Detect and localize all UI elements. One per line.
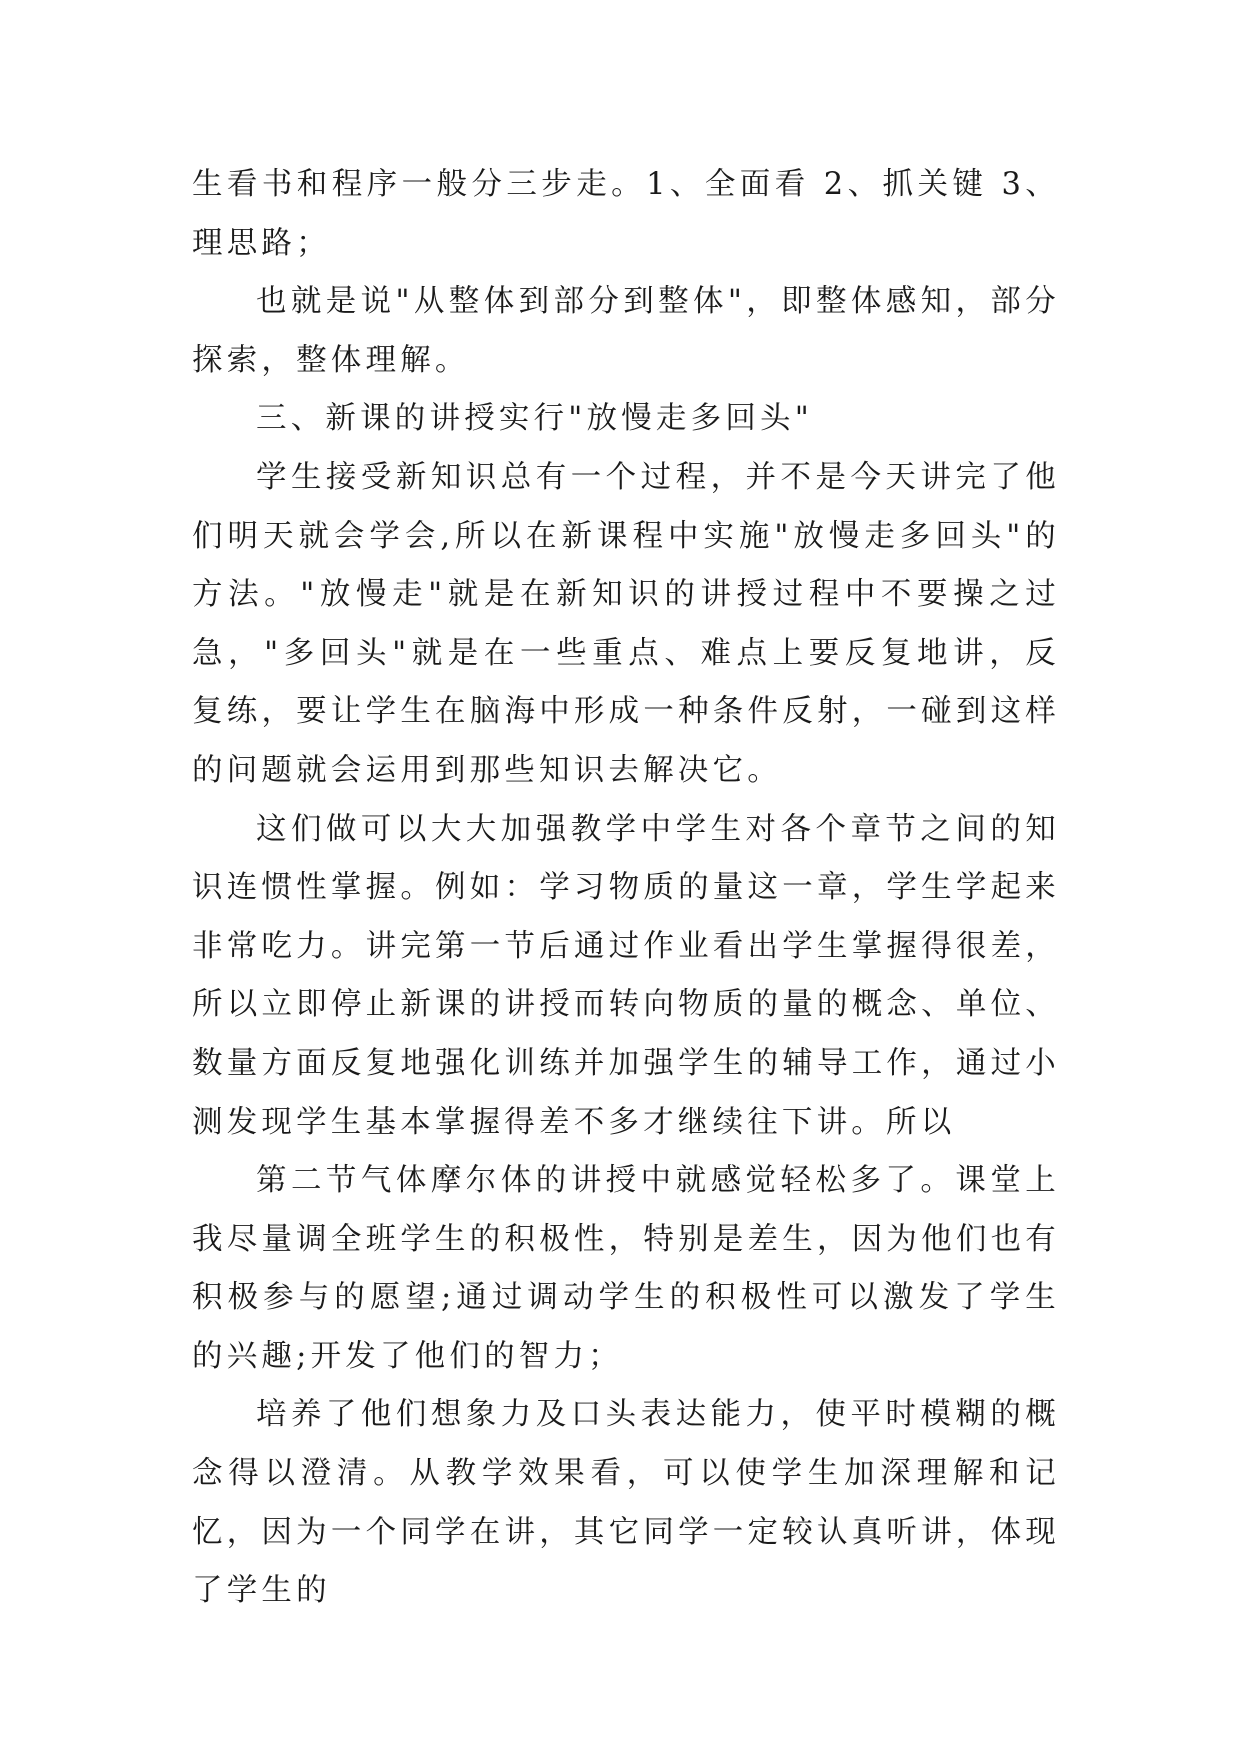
section-heading-3: 三、新课的讲授实行"放慢走多回头" [256, 401, 813, 437]
paragraph-slow-down: 学生接受新知识总有一个过程，并不是今天讲完了他们明天就会学会,所以在新课程中实施"放慢走多回头"的方法。"放慢走"就是在新知识的讲授过程中不要操之过急，"多回头"就是在一些重点、难点上要反复地讲，反复练，要让学生在脑海中形成一种条件反射，一碰到这样的问题就会运用到那些知识去解决它。 [192, 459, 1060, 788]
paragraph-imagination: 培养了他们想象力及口头表达能力，使平时模糊的概念得以澄清。从教学效果看，可以使学生加深理解和记忆，因为一个同学在讲，其它同学一定较认真听讲，体现了学生的 [192, 1397, 1060, 1609]
paragraph-steps: 生看书和程序一般分三步走。1、全面看 2、抓关键 3、理思路； [192, 167, 1060, 261]
paragraph-example: 这们做可以大大加强教学中学生对各个章节之间的知识连惯性掌握。例如：学习物质的量这一章，学生学起来非常吃力。讲完第一节后通过作业看出学生掌握得很差，所以立即停止新课的讲授而转向物质的量的概念、单位、数量方面反复地强化训练并加强学生的辅导工作，通过小测发现学生基本掌握得差不多才继续往下讲。所以 [192, 811, 1060, 1140]
paragraph-whole-part-whole: 也就是说"从整体到部分到整体"，即整体感知，部分探索，整体理解。 [192, 284, 1060, 378]
document-body [192, 156, 1060, 1621]
paragraph-second-section: 第二节气体摩尔体的讲授中就感觉轻松多了。课堂上我尽量调全班学生的积极性，特别是差生，因为他们也有积极参与的愿望;通过调动学生的积极性可以激发了学生的兴趣;开发了他们的智力； [192, 1163, 1060, 1374]
